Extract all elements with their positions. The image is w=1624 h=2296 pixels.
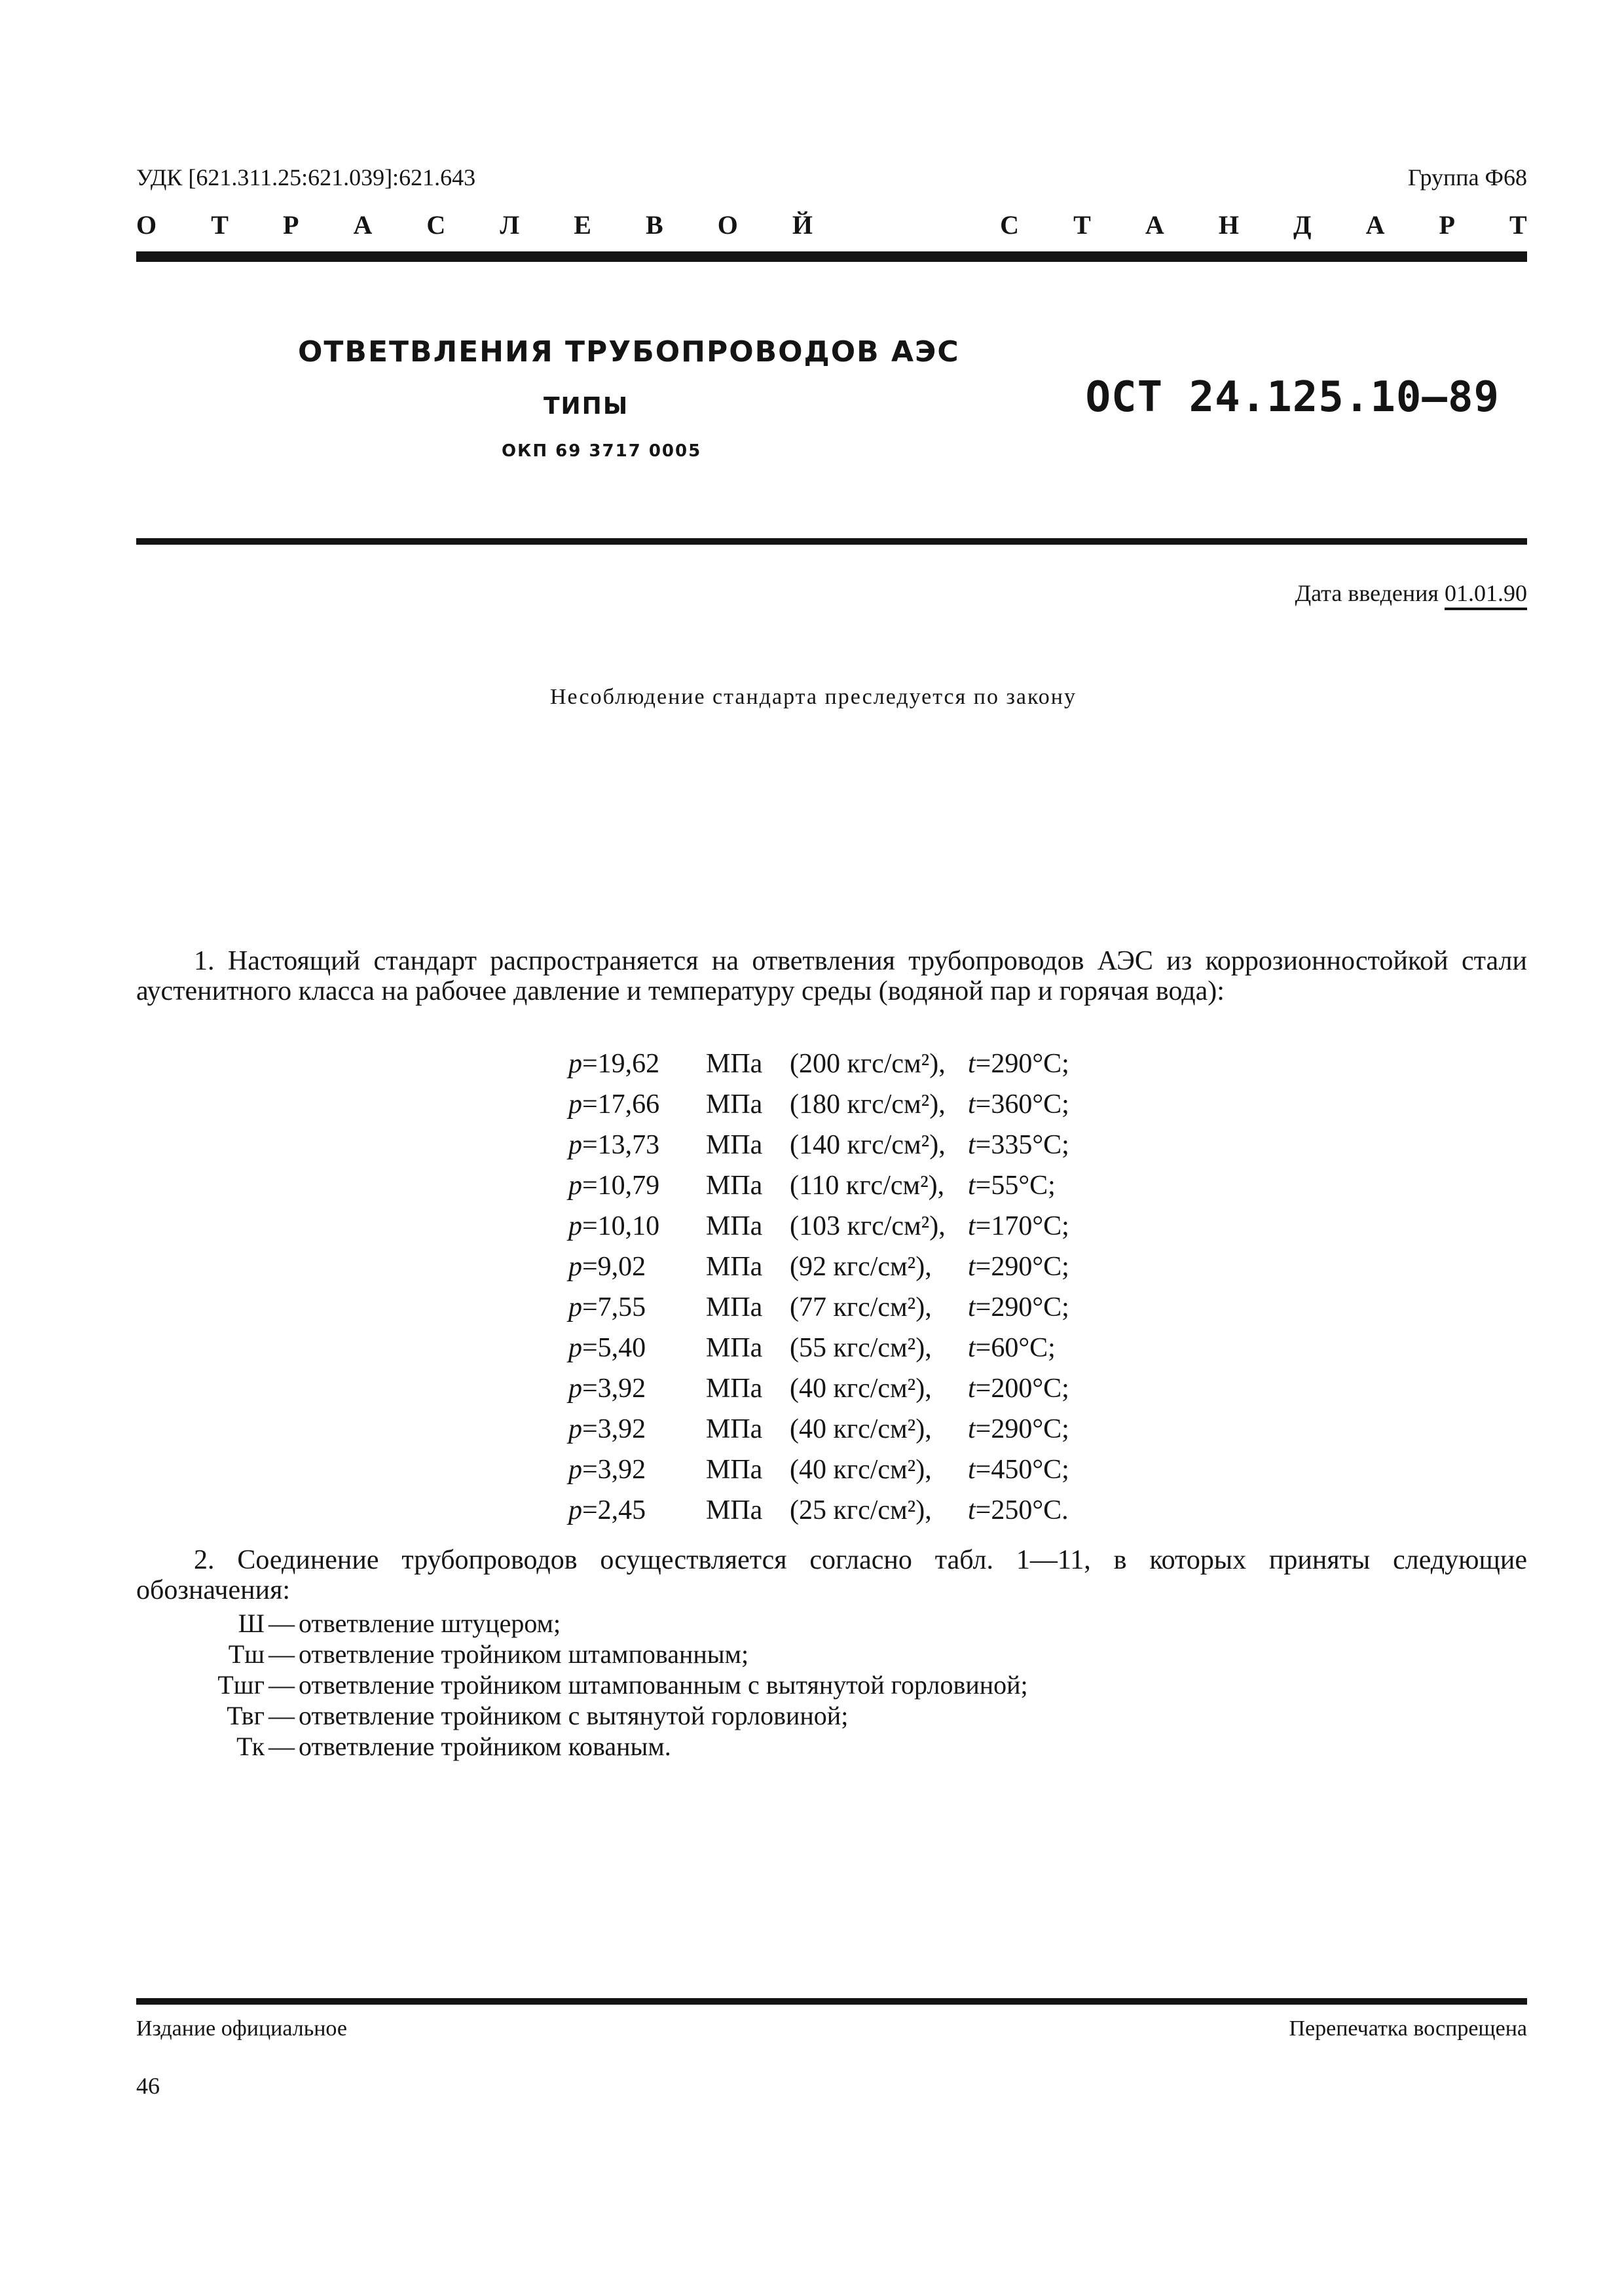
- temperature-value: =335°С;: [975, 1130, 1069, 1160]
- designation-code: Ш: [238, 1609, 265, 1638]
- banner-letter: А: [1145, 210, 1164, 240]
- footer-rule: [136, 1998, 1527, 2005]
- pressure-value: =17,66: [582, 1089, 660, 1120]
- temperature-value: =360°С;: [975, 1089, 1069, 1120]
- temperature-value: =200°С;: [975, 1374, 1069, 1404]
- pressure-kgs: (55 кгс/см²),: [790, 1333, 932, 1363]
- pressure-value: =9,02: [582, 1252, 646, 1282]
- pressure-value: =7,55: [582, 1292, 646, 1322]
- designation-item: Ш — ответвление штуцером;: [136, 1608, 1028, 1639]
- pressure-value: =10,79: [582, 1171, 660, 1201]
- pressure-value: =2,45: [582, 1495, 646, 1525]
- standard-designation: ОСТ 24.125.10—89: [1085, 373, 1500, 422]
- condition-row: p=17,66 МПа (180 кгс/см²), t=360°С;: [568, 1089, 1069, 1120]
- pressure-unit: МПа: [706, 1455, 763, 1485]
- pressure-kgs: (77 кгс/см²),: [790, 1292, 932, 1322]
- temperature-value: =55°С;: [975, 1171, 1056, 1201]
- udk-code: УДК [621.311.25:621.039]:621.643: [136, 164, 476, 191]
- pressure-kgs: (103 кгс/см²),: [790, 1211, 946, 1241]
- date-value: 01.01.90: [1445, 580, 1527, 606]
- condition-row: p=5,40 МПа (55 кгс/см²), t=60°С;: [568, 1333, 1056, 1363]
- temperature-value: =170°С;: [975, 1211, 1069, 1241]
- designation-item: Тш — ответвление тройником штампованным;: [136, 1639, 1028, 1669]
- condition-row: p=3,92 МПа (40 кгс/см²), t=450°С;: [568, 1455, 1069, 1485]
- condition-row: p=9,02 МПа (92 кгс/см²), t=290°С;: [568, 1252, 1069, 1282]
- pressure-value: =5,40: [582, 1333, 646, 1363]
- condition-row: p=13,73 МПа (140 кгс/см²), t=335°С;: [568, 1130, 1069, 1160]
- pressure-unit: МПа: [706, 1130, 763, 1160]
- pressure-kgs: (140 кгс/см²),: [790, 1130, 946, 1160]
- condition-row: p=3,92 МПа (40 кгс/см²), t=290°С;: [568, 1414, 1069, 1444]
- pressure-unit: МПа: [706, 1495, 763, 1525]
- designation-item: Твг — ответвление тройником с вытянутой горловиной;: [136, 1700, 1028, 1731]
- pressure-value: =19,62: [582, 1049, 660, 1079]
- pressure-kgs: (200 кгс/см²),: [790, 1049, 946, 1079]
- pressure-value: =13,73: [582, 1130, 660, 1160]
- temperature-value: =290°С;: [975, 1292, 1069, 1322]
- temperature-value: =290°С;: [975, 1414, 1069, 1444]
- banner-letter: А: [353, 210, 373, 240]
- pressure-unit: МПа: [706, 1333, 763, 1363]
- pressure-kgs: (40 кгс/см²),: [790, 1374, 932, 1404]
- designation-code: Твг: [227, 1701, 265, 1730]
- paragraph-1: 1. Настоящий стандарт распространяется на ответвления трубопроводов АЭС из коррозионностойкой стали аустенитного класса на рабочее давление и температуру среды (водяной пар и горячая вода):: [136, 946, 1527, 1006]
- introduction-date: [1295, 579, 1527, 607]
- pressure-unit: МПа: [706, 1211, 763, 1241]
- temperature-value: =60°С;: [975, 1333, 1056, 1363]
- banner-letter: Т: [211, 210, 229, 240]
- pressure-kgs: (25 кгс/см²),: [790, 1495, 932, 1525]
- designation-code: Тшг: [217, 1670, 265, 1700]
- pressure-value: =3,92: [582, 1455, 646, 1485]
- pressure-unit: МПа: [706, 1292, 763, 1322]
- condition-row: p=10,79 МПа (110 кгс/см²), t=55°С;: [568, 1171, 1056, 1201]
- condition-row: p=10,10 МПа (103 кгс/см²), t=170°С;: [568, 1211, 1069, 1241]
- designation-text: ответвление тройником штампованным;: [299, 1639, 749, 1669]
- pressure-kgs: (180 кгс/см²),: [790, 1089, 946, 1120]
- designation-text: ответвление штуцером;: [299, 1609, 561, 1638]
- temperature-value: =250°С.: [975, 1495, 1069, 1525]
- banner-letter: О: [136, 210, 157, 240]
- designation-text: ответвление тройником штампованным с вытянутой горловиной;: [299, 1670, 1028, 1700]
- banner-letter: Е: [574, 210, 591, 240]
- designation-text: ответвление тройником с вытянутой горловиной;: [299, 1701, 849, 1730]
- condition-row: p=19,62 МПа (200 кгс/см²), t=290°С;: [568, 1049, 1069, 1079]
- banner-letter: С: [1000, 210, 1020, 240]
- banner-letter: В: [645, 210, 663, 240]
- banner-letter: Р: [282, 210, 299, 240]
- banner-letter: Т: [1073, 210, 1091, 240]
- group-code: Группа Ф68: [1407, 164, 1527, 191]
- designation-code: Тк: [236, 1732, 265, 1761]
- temperature-value: =450°С;: [975, 1455, 1069, 1485]
- banner-letter: Р: [1439, 210, 1455, 240]
- document-subtitle: ТИПЫ: [544, 393, 629, 420]
- pressure-unit: МПа: [706, 1171, 763, 1201]
- pressure-value: =10,10: [582, 1211, 660, 1241]
- pressure-unit: МПа: [706, 1374, 763, 1404]
- edition-note: Издание официальное: [136, 2016, 347, 2041]
- designation-text: ответвление тройником кованым.: [299, 1732, 671, 1761]
- banner-letter: Д: [1293, 210, 1312, 240]
- paragraph-2: 2. Соединение трубопроводов осуществляется согласно табл. 1—11, в которых приняты следующие обозначения:: [136, 1545, 1527, 1605]
- pressure-value: =3,92: [582, 1414, 646, 1444]
- banner-letter: С: [426, 210, 446, 240]
- okp-code: ОКП 69 3717 0005: [502, 441, 702, 461]
- temperature-value: =290°С;: [975, 1252, 1069, 1282]
- reprint-note: Перепечатка воспрещена: [1289, 2016, 1527, 2041]
- banner-letter: Т: [1509, 210, 1527, 240]
- pressure-unit: МПа: [706, 1049, 763, 1079]
- title-rule: [136, 538, 1527, 545]
- pressure-kgs: (40 кгс/см²),: [790, 1455, 932, 1485]
- header-rule: [136, 251, 1527, 262]
- legal-notice: Несоблюдение стандарта преследуется по закону: [550, 685, 1077, 709]
- pressure-kgs: (110 кгс/см²),: [790, 1171, 945, 1201]
- condition-row: p=7,55 МПа (77 кгс/см²), t=290°С;: [568, 1292, 1069, 1322]
- designation-item: Тшг — ответвление тройником штампованным с вытянутой горловиной;: [136, 1669, 1028, 1700]
- designation-item: Тк — ответвление тройником кованым.: [136, 1731, 1028, 1762]
- temperature-value: =290°С;: [975, 1049, 1069, 1079]
- pressure-value: =3,92: [582, 1374, 646, 1404]
- banner-letter: Н: [1218, 210, 1239, 240]
- document-title: ОТВЕТВЛЕНИЯ ТРУБОПРОВОДОВ АЭС: [298, 335, 960, 369]
- pressure-unit: МПа: [706, 1252, 763, 1282]
- banner-letter: О: [717, 210, 738, 240]
- condition-row: p=2,45 МПа (25 кгс/см²), t=250°С.: [568, 1495, 1069, 1525]
- banner-gap: [867, 210, 946, 240]
- pressure-kgs: (40 кгс/см²),: [790, 1414, 932, 1444]
- banner-letter: Й: [792, 210, 813, 240]
- standard-banner: [136, 210, 1527, 240]
- designation-list: [136, 1608, 1028, 1762]
- pressure-kgs: (92 кгс/см²),: [790, 1252, 932, 1282]
- date-label: Дата введения: [1295, 580, 1439, 606]
- condition-row: p=3,92 МПа (40 кгс/см²), t=200°С;: [568, 1374, 1069, 1404]
- banner-letter: А: [1365, 210, 1385, 240]
- page-number: 46: [136, 2073, 160, 2099]
- banner-letter: Л: [500, 210, 520, 240]
- designation-code: Тш: [228, 1639, 265, 1669]
- pressure-unit: МПа: [706, 1414, 763, 1444]
- pressure-unit: МПа: [706, 1089, 763, 1120]
